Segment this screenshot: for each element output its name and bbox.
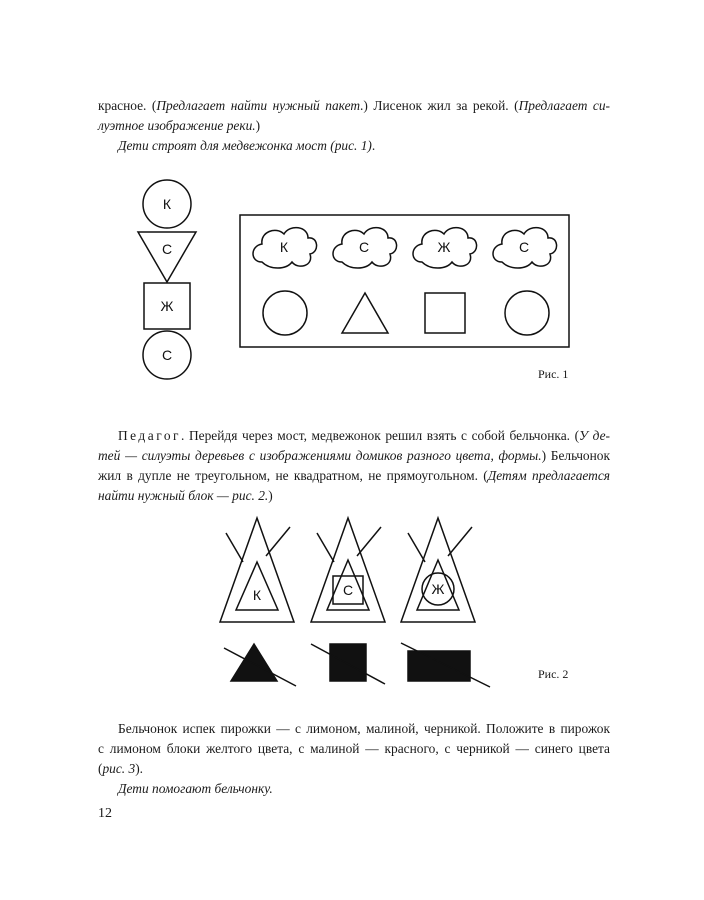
- bridge-frame: [240, 215, 569, 347]
- circle-shape: [505, 291, 549, 335]
- tree-house-label: К: [252, 587, 262, 603]
- tree-house-label: Ж: [431, 581, 445, 597]
- paragraph-pies-line3: (рис. 3).: [98, 761, 144, 776]
- paragraph-teacher-line3: жил в дупле не треугольном, не квадратном, не прямоугольном. (Детям предлагается: [98, 468, 610, 483]
- tree-silhouette: [220, 518, 294, 622]
- paragraph-pies-line1: Бельчонок испек пирожки — с лимоном, малиной, черникой. Положите в пирожок: [118, 721, 610, 736]
- cloud-label: К: [279, 239, 289, 255]
- square-shape: [425, 293, 465, 333]
- paragraph-teacher-line2: тей — силуэты деревьев с изображениями домиков разного цвета, формы.) Бельчонок: [98, 448, 610, 463]
- paragraph-bridge: Дети строят для медвежонка мост (рис. 1).: [118, 138, 376, 153]
- column-label: С: [161, 241, 173, 257]
- paragraph-intro-line2: луэтное изображение реки.): [98, 118, 261, 133]
- cloud-label: Ж: [437, 239, 451, 255]
- figure-2-caption: Рис. 2: [538, 667, 569, 681]
- filled-rectangle-block: [408, 651, 470, 681]
- filled-square-block: [330, 644, 366, 681]
- tree-silhouette: [311, 518, 385, 622]
- paragraph-teacher-line4: найти нужный блок — рис. 2.): [98, 488, 273, 503]
- column-label: С: [161, 347, 173, 363]
- tree-silhouette: [401, 518, 475, 622]
- cloud-label: С: [358, 239, 370, 255]
- paragraph-pies-line2: с лимоном блоки желтого цвета, с малиной — красного, с черникой — синего цвета: [98, 741, 610, 756]
- paragraph-intro-line1: красное. (Предлагает найти нужный пакет.) Лисенок жил за рекой. (Предлагает си-: [98, 98, 610, 113]
- page-number: 12: [98, 806, 112, 821]
- paragraph-teacher-line1: Педагог. Перейдя через мост, медвежонок решил взять с собой бельчонка. (У де-: [118, 428, 610, 443]
- triangle-shape: [342, 293, 388, 333]
- figure-1-caption: Рис. 1: [538, 367, 569, 381]
- filled-triangle-block: [231, 644, 277, 681]
- column-triangle-shape: [138, 232, 196, 282]
- column-label: К: [162, 196, 172, 212]
- circle-shape: [263, 291, 307, 335]
- tree-house-label: С: [342, 582, 354, 598]
- column-label: Ж: [160, 298, 174, 314]
- paragraph-children-help: Дети помогают бельчонку.: [118, 781, 273, 796]
- cloud-label: С: [518, 239, 530, 255]
